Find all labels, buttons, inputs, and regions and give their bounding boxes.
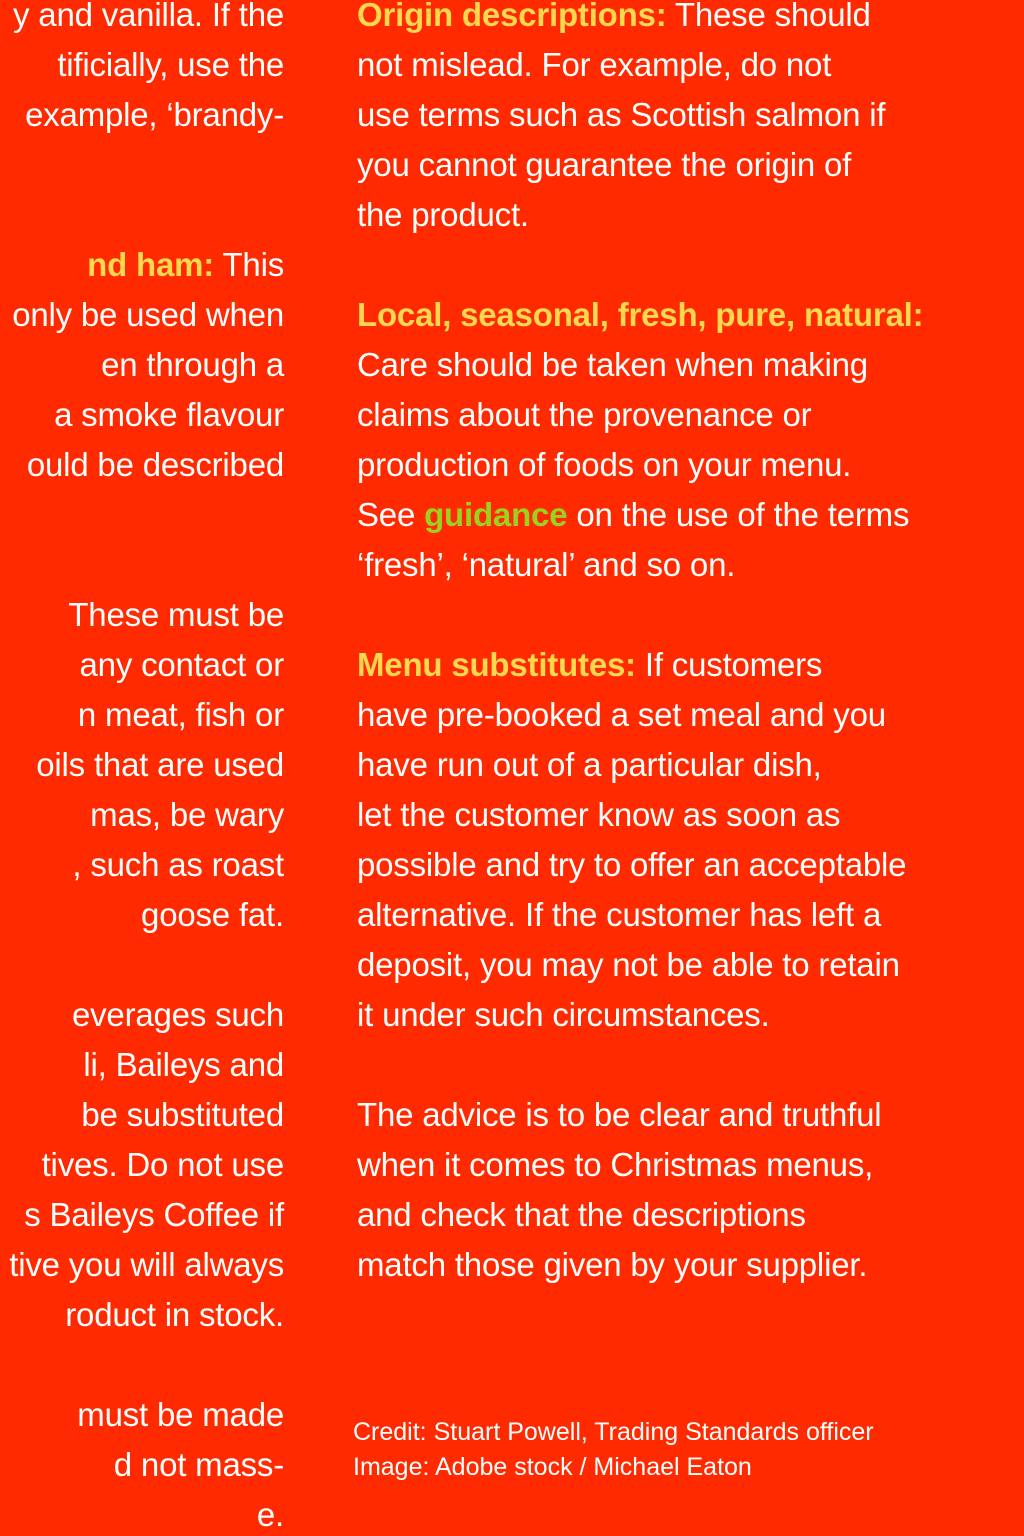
origin-text-line: the product. — [357, 196, 529, 233]
origin-heading: Origin descriptions: — [357, 0, 667, 33]
local-see-line — [357, 490, 909, 540]
local-text-line: ‘fresh’, ‘natural’ and so on. — [357, 546, 736, 583]
left-text-line: everages such — [71, 996, 284, 1033]
left-text-line: li, Baileys and — [83, 1046, 284, 1083]
left-text-line: , such as roast — [72, 846, 284, 883]
menu-paragraph-line — [357, 640, 822, 690]
menu-text-line: have run out of a particular dish, — [357, 746, 822, 783]
menu-text-line: alternative. If the customer has left a — [357, 896, 882, 933]
left-text-line: tives. Do not use — [41, 1146, 284, 1183]
left-text-line: n meat, fish or — [77, 696, 284, 733]
origin-text: These should — [674, 0, 871, 33]
origin-text-line: use terms such as Scottish salmon if — [357, 96, 886, 133]
menu-text-line: let the customer know as soon as — [357, 796, 841, 833]
advice-text-line: The advice is to be clear and truthful — [357, 1096, 882, 1133]
origin-text-line: not mislead. For example, do not — [357, 46, 832, 83]
see-prefix: See — [357, 496, 416, 533]
local-text-line: Care should be taken when making — [357, 346, 868, 383]
left-text-line: y and vanilla. If the — [13, 0, 284, 33]
left-text-line: e. — [256, 1496, 284, 1533]
guidance-link[interactable]: guidance — [424, 496, 568, 533]
left-text-line: a smoke flavour — [54, 396, 284, 433]
menu-text: If customers — [644, 646, 823, 683]
menu-text-line: have pre-booked a set meal and you — [357, 696, 886, 733]
left-text-line: be substituted — [81, 1096, 284, 1133]
left-heading: nd ham: — [87, 246, 215, 283]
advice-text-line: and check that the descriptions — [357, 1196, 806, 1233]
left-text-line: d not mass- — [113, 1446, 284, 1483]
left-text-line: ould be described — [26, 446, 284, 483]
advice-text-line: match those given by your supplier. — [357, 1246, 868, 1283]
origin-paragraph-line — [357, 0, 871, 40]
menu-text-line: deposit, you may not be able to retain — [357, 946, 900, 983]
menu-text-line: possible and try to offer an acceptable — [357, 846, 907, 883]
left-text-line: any contact or — [79, 646, 284, 683]
left-text-line: mas, be wary — [90, 796, 284, 833]
left-text-line: oils that are used — [36, 746, 284, 783]
left-text-line: tificially, use the — [57, 46, 284, 83]
menu-heading: Menu substitutes: — [357, 646, 636, 683]
origin-text-line: you cannot guarantee the origin of — [357, 146, 852, 183]
local-text-line: claims about the provenance or — [357, 396, 812, 433]
left-text-line: roduct in stock. — [65, 1296, 284, 1333]
see-suffix: on the use of the terms — [576, 496, 910, 533]
left-text-line: example, ‘brandy- — [25, 96, 284, 133]
left-text-line: These must be — [68, 596, 284, 633]
left-heading-line — [87, 240, 284, 290]
local-text-line: production of foods on your menu. — [357, 446, 852, 483]
left-text: This — [222, 246, 284, 283]
left-text-line: en through a — [101, 346, 284, 383]
left-column — [0, 0, 300, 1536]
image-credit-line: Image: Adobe stock / Michael Eaton — [353, 1453, 752, 1481]
left-text-line: tive you will always — [9, 1246, 284, 1283]
menu-text-line: it under such circumstances. — [357, 996, 770, 1033]
local-heading: Local, seasonal, fresh, pure, natural: — [357, 296, 924, 333]
advice-text-line: when it comes to Christmas menus, — [357, 1146, 874, 1183]
left-text-line: s Baileys Coffee if — [24, 1196, 284, 1233]
left-text-line: goose fat. — [141, 896, 284, 933]
credit-line: Credit: Stuart Powell, Trading Standards officer — [353, 1418, 874, 1446]
left-text-line: must be made — [77, 1396, 284, 1433]
left-text-line: only be used when — [12, 296, 284, 333]
